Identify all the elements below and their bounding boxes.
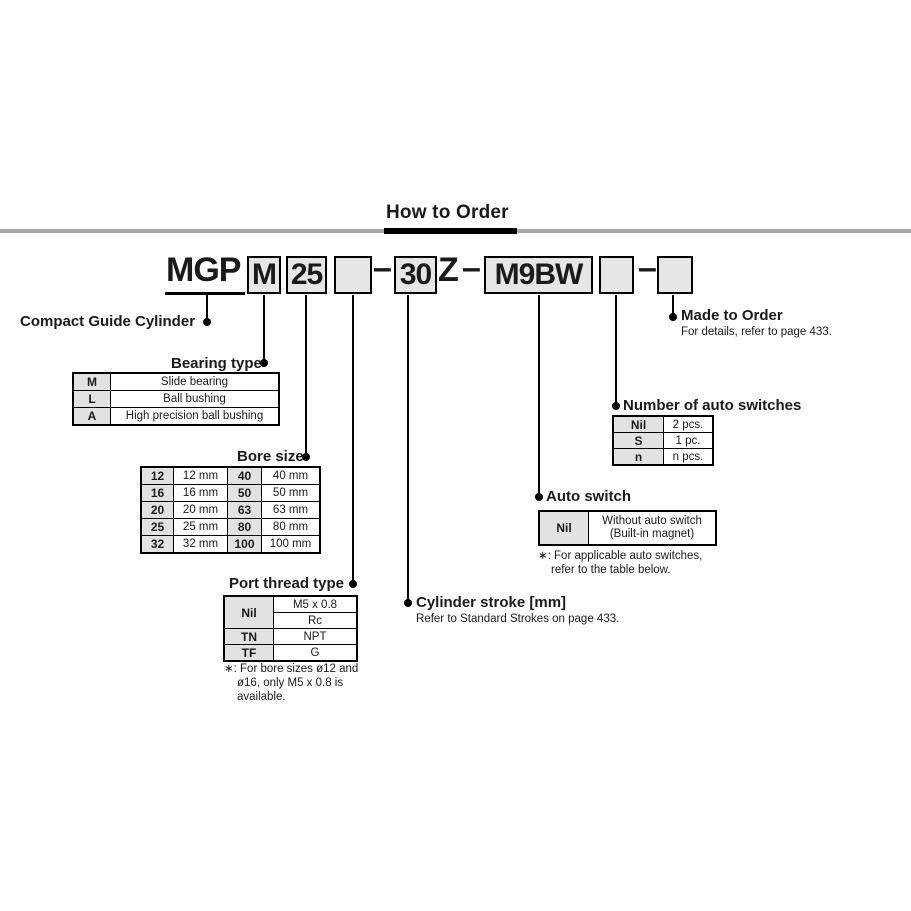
note-line: ø16, only M5 x 0.8 is [237, 677, 344, 689]
table-row [141, 519, 320, 536]
table-cell: Nil [613, 416, 664, 433]
table-cell: n pcs. [664, 449, 714, 466]
table-row [539, 511, 716, 545]
label-made-to-order: Made to Order [681, 307, 783, 324]
table-row [224, 596, 357, 613]
label-bearing-type: Bearing type [171, 355, 262, 372]
port-thread-note [224, 662, 358, 704]
bullet-qty [612, 402, 620, 410]
table-row [224, 645, 357, 662]
table-cell: 63 [228, 502, 262, 519]
label-bore-size: Bore size [237, 448, 304, 465]
table-cell: M5 x 0.8 [274, 596, 358, 613]
model-box-port [334, 256, 372, 294]
table-cell: Ball bushing [111, 391, 280, 408]
table-cell: 40 mm [262, 467, 321, 485]
note-line: refer to the table below. [551, 564, 671, 576]
table-cell: M [73, 373, 111, 391]
table-cell: 12 [141, 467, 174, 485]
table-cell: 16 mm [174, 485, 228, 502]
auto-switch-note [538, 549, 702, 577]
model-box-stroke: 30 [394, 256, 437, 294]
table-cell: 40 [228, 467, 262, 485]
label-auto-switch: Auto switch [546, 488, 631, 505]
table-cell: 25 [141, 519, 174, 536]
connector-autoswitch-line [538, 295, 540, 495]
label-number-of-auto-switches: Number of auto switches [623, 397, 802, 414]
bearing-type-table [72, 372, 280, 426]
table-cell: 32 [141, 536, 174, 554]
table-row [141, 467, 320, 485]
table-cell: Nil [539, 511, 589, 545]
connector-compact-line [206, 295, 208, 320]
table-cell: 16 [141, 485, 174, 502]
table-cell: 32 mm [174, 536, 228, 554]
table-cell: NPT [274, 629, 358, 645]
table-cell: 100 [228, 536, 262, 554]
connector-port-line [352, 295, 354, 582]
table-cell: n [613, 449, 664, 466]
note-line: ∗: For applicable auto switches, [538, 550, 703, 562]
connector-made-line [672, 295, 674, 315]
table-cell: Nil [224, 596, 274, 629]
table-row [613, 449, 713, 466]
connector-bearing-line [263, 295, 265, 361]
bore-size-table [140, 466, 321, 554]
table-row [73, 373, 279, 391]
model-box-autoswitch: M9BW [484, 256, 593, 294]
table-cell: 2 pcs. [664, 416, 714, 433]
table-cell: 63 mm [262, 502, 321, 519]
bullet-compact [203, 318, 211, 326]
table-row [141, 502, 320, 519]
made-to-order-sub: For details, refer to page 433. [681, 326, 832, 338]
bullet-stroke [404, 599, 412, 607]
port-thread-table [223, 595, 358, 662]
auto-switch-value-line: (Built-in magnet) [609, 528, 695, 540]
connector-qty-line [615, 295, 617, 404]
table-cell: 50 [228, 485, 262, 502]
connector-stroke-line [407, 295, 409, 601]
table-cell [589, 511, 717, 545]
table-row [73, 391, 279, 408]
auto-switch-table [538, 510, 717, 546]
model-dash-3: – [638, 249, 657, 287]
model-dash-2: – [462, 249, 481, 287]
table-cell: 80 mm [262, 519, 321, 536]
table-row [141, 536, 320, 554]
table-cell: 100 mm [262, 536, 321, 554]
bullet-autoswitch [535, 493, 543, 501]
cylinder-stroke-sub: Refer to Standard Strokes on page 433. [416, 613, 620, 625]
table-cell: 50 mm [262, 485, 321, 502]
model-box-made [657, 256, 693, 294]
label-port-thread-type: Port thread type [229, 575, 345, 592]
model-prefix-underline [165, 292, 245, 295]
table-row [73, 408, 279, 426]
model-rev-code: Z [438, 251, 458, 289]
table-cell: 20 [141, 502, 174, 519]
table-cell: 1 pc. [664, 433, 714, 449]
table-cell: A [73, 408, 111, 426]
table-row [613, 433, 713, 449]
table-cell: High precision ball bushing [111, 408, 280, 426]
table-cell: Slide bearing [111, 373, 280, 391]
table-cell: 25 mm [174, 519, 228, 536]
label-cylinder-stroke: Cylinder stroke [mm] [416, 594, 567, 611]
title-underline [384, 228, 517, 234]
bullet-port [349, 580, 357, 588]
page-title: How to Order [386, 202, 509, 223]
model-dash-1: – [373, 249, 392, 287]
table-cell: TN [224, 629, 274, 645]
table-cell: S [613, 433, 664, 449]
auto-switch-value-line: Without auto switch [602, 515, 702, 527]
table-cell: 12 mm [174, 467, 228, 485]
table-row [141, 485, 320, 502]
table-cell: L [73, 391, 111, 408]
table-cell: TF [224, 645, 274, 662]
model-prefix: MGP [166, 251, 241, 289]
bullet-made [669, 313, 677, 321]
table-row [224, 629, 357, 645]
note-line: ∗: For bore sizes ø12 and [224, 663, 359, 675]
table-cell: G [274, 645, 358, 662]
connector-bore-line [305, 295, 307, 455]
model-box-qty [599, 256, 634, 294]
model-box-bearing: M [247, 256, 281, 294]
table-cell: Rc [274, 613, 358, 629]
table-row [613, 416, 713, 433]
table-cell: 80 [228, 519, 262, 536]
table-cell: 20 mm [174, 502, 228, 519]
note-line: available. [237, 691, 286, 703]
model-box-bore: 25 [286, 256, 327, 294]
auto-switch-qty-table [612, 415, 714, 466]
label-compact-guide-cylinder: Compact Guide Cylinder [20, 313, 196, 330]
